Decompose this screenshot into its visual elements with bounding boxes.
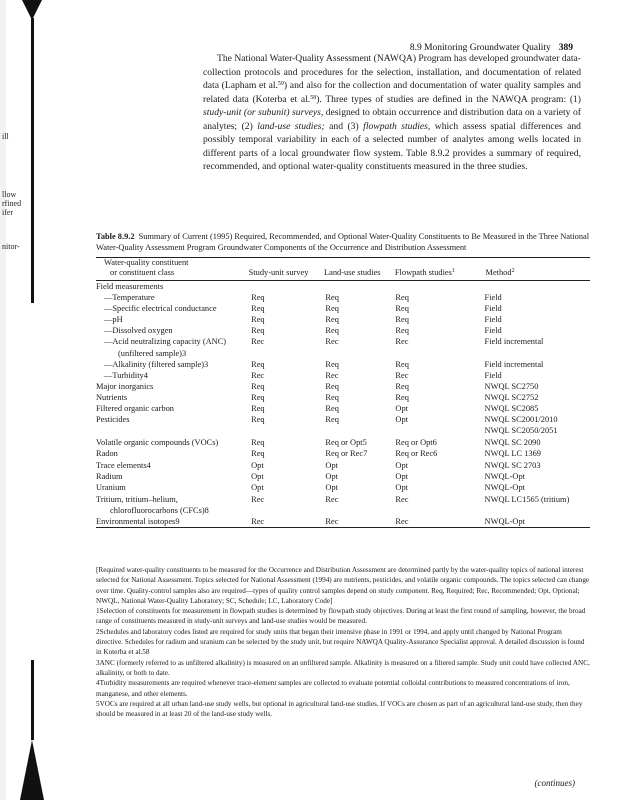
- table-row: [96, 460, 590, 471]
- cell-method: NWQL SC 2703: [484, 460, 541, 470]
- cell-land-use: Rec: [325, 516, 339, 526]
- cell-land-use: Opt: [325, 471, 338, 481]
- cell-land-use: Opt: [325, 482, 338, 492]
- margin-fragment: ill: [2, 132, 9, 141]
- cell-constituent: Trace elements4: [96, 460, 151, 470]
- footnote-1: 1Selection of constituents for measurement in flowpath studies is determined by flowpath study objectives. During at least the first round of sampling, however, the broad range of constituents measured in study-unit surveys and land-use studies would be measured.: [96, 607, 586, 626]
- table-row: [96, 292, 590, 303]
- continues-note: (continues): [534, 778, 575, 788]
- cell-constituent: Environmental isotopes9: [96, 516, 180, 526]
- cell-land-use: Req: [325, 404, 339, 414]
- header-land-use: Land-use studies: [324, 268, 381, 277]
- cell-study-unit: Req: [251, 315, 265, 325]
- table-row: [96, 448, 590, 459]
- binding-line-bottom: [31, 660, 34, 740]
- cell-flowpath: Opt: [395, 404, 408, 414]
- cell-method: NWQL-Opt: [484, 471, 525, 481]
- binding-line-top: [31, 18, 34, 303]
- cell-study-unit: Req: [251, 449, 265, 459]
- margin-fragment: rfined: [2, 199, 22, 208]
- cell-constituent: Uranium: [96, 482, 126, 492]
- cell-method: Field: [484, 326, 502, 336]
- cell-constituent: Pesticides: [96, 415, 130, 425]
- cell-study-unit: Req: [251, 293, 265, 303]
- footnote-3: 3ANC (formerly referred to as unfiltered alkalinity) is measured on an unfiltered sample. Alkalinity is measured on a filtered sample. Study unit could have collected ANC, alkalinity, or both to date.: [96, 658, 590, 677]
- margin-fragment: ifer: [2, 208, 14, 217]
- table-header-row: [96, 258, 590, 280]
- header-flowpath: Flowpath studies$^1$: [394, 268, 455, 277]
- cell-study-unit: Opt: [251, 482, 264, 492]
- cell-constituent: Radon: [96, 449, 118, 459]
- cell-land-use: Req: [325, 326, 339, 336]
- cell-study-unit: Req: [251, 415, 265, 425]
- cell-constituent: Nutrients: [96, 392, 128, 402]
- cell-flowpath: Req: [395, 304, 409, 314]
- cell-flowpath: [395, 281, 464, 292]
- table-row: [96, 314, 590, 325]
- binding-mark-top: [22, 0, 42, 20]
- cell-method: NWQL SC2752: [484, 392, 539, 402]
- cell-constituent: —Dissolved oxygen: [104, 326, 173, 336]
- table-row: [96, 370, 590, 381]
- cell-land-use: Opt: [325, 460, 338, 470]
- cell-study-unit: Rec: [251, 337, 265, 347]
- table-row: [96, 281, 590, 292]
- footnote-4: 4Turbidity measurements are required whenever trace-element samples are collected to evaluate potential colloidal contributions to measured concentrations of iron, manganese, and other elements.: [96, 679, 570, 698]
- page-number: 389: [558, 43, 573, 53]
- cell-constituent: —Temperature: [104, 293, 155, 303]
- cell-study-unit: Req: [251, 404, 265, 414]
- cell-method: NWQL SC2001/2010 NWQL SC2050/2051: [484, 415, 558, 436]
- table-row: [96, 516, 590, 527]
- cell-land-use: Req: [325, 293, 339, 303]
- table-row: [96, 436, 590, 448]
- cell-land-use: Req: [325, 359, 339, 369]
- cell-land-use: Req: [325, 315, 339, 325]
- table-label: Table 8.9.2: [96, 232, 135, 241]
- cell-flowpath: Req: [395, 381, 409, 391]
- cell-constituent: Major inorganics: [96, 381, 154, 391]
- table-notes: [96, 565, 590, 719]
- cell-flowpath: Req or Rec6: [395, 449, 438, 459]
- cell-flowpath: Req: [395, 315, 409, 325]
- cell-flowpath: Opt: [395, 482, 408, 492]
- table-row: [96, 392, 590, 403]
- cell-method: Field incremental: [484, 337, 544, 347]
- table-row: [96, 381, 590, 392]
- cell-study-unit: Rec: [251, 370, 265, 380]
- cell-land-use: [325, 281, 395, 292]
- cell-constituent: —Specific electrical conductance: [104, 304, 217, 314]
- table-caption: [96, 231, 590, 253]
- cell-land-use: Rec: [325, 337, 339, 347]
- table-row: [96, 336, 590, 358]
- cell-flowpath: Rec: [395, 337, 409, 347]
- header-constituent: Water-quality constituent or constituent class: [104, 258, 189, 277]
- table-row: [96, 325, 590, 336]
- cell-constituent: Field measurements: [96, 282, 164, 291]
- footnote-2: 2Schedules and laboratory codes listed are required for study units that began their intensive phase in 1991 or 1994, and apply until changed by National Program directive. Schedules for radium and uranium can be selected by the study unit, but require NAWQA Quality-Assurance Specialist approval. A detailed discussion is found in Koterba et al.58: [96, 627, 585, 657]
- cell-flowpath: Req: [395, 359, 409, 369]
- table-row: [96, 359, 590, 370]
- section-title: 8.9 Monitoring Groundwater Quality: [409, 43, 551, 53]
- cell-method: Field incremental: [484, 359, 544, 369]
- cell-method: NWQL-Opt: [484, 516, 525, 526]
- cell-land-use: Req: [325, 392, 339, 402]
- cell-study-unit: Opt: [251, 471, 264, 481]
- cell-constituent: —pH: [104, 315, 123, 325]
- header-method: Method$^2$: [485, 268, 515, 277]
- cell-constituent: —Turbidity4: [104, 370, 148, 380]
- cell-flowpath: Opt: [395, 460, 408, 470]
- cell-method: NWQL-Opt: [484, 482, 525, 492]
- table-container: [96, 257, 590, 528]
- constituents-table-body: [96, 281, 590, 527]
- table-row: [96, 303, 590, 314]
- cell-study-unit: Req: [251, 438, 265, 448]
- table-row: [96, 414, 590, 436]
- cell-study-unit: Opt: [251, 460, 264, 470]
- table-row: [96, 471, 590, 482]
- cell-method: [465, 281, 590, 292]
- cell-constituent: —Acid neutralizing capacity (ANC) (unfiltered sample)3: [104, 337, 227, 358]
- cell-study-unit: Req: [251, 392, 265, 402]
- cell-method: Field: [484, 304, 502, 314]
- margin-fragment: llow: [2, 190, 17, 199]
- cell-flowpath: Req: [395, 392, 409, 402]
- note-general: [Required water-quality constituents to be measured for the Occurrence and Distribution Assessment are determined partly by the water-quality topics of national interest selected for National Assessment. Topics selected for National Assessment (1994) are nutrients, pesticides, and volatile organic compounds. The topics selected can change over time. Quality-control samples also are required—types of quality control samples depend on study component. Req, Required; Rec, Recommended; Opt, Optional; NWQL, National Water-Quality Laboratory; SC, Schedule; LC, Laboratory Code]: [96, 566, 590, 605]
- cell-land-use: Rec: [325, 370, 339, 380]
- cell-study-unit: Rec: [251, 516, 265, 526]
- cell-flowpath: Rec: [395, 370, 409, 380]
- cell-method: NWQL LC 1369: [484, 449, 541, 459]
- cell-flowpath: Opt: [395, 471, 408, 481]
- cell-method: NWQL LC1565 (tritium): [484, 494, 570, 504]
- cell-study-unit: Req: [251, 381, 265, 391]
- cell-method: NWQL SC2750: [484, 381, 539, 391]
- cell-constituent: Radium: [96, 471, 123, 481]
- constituents-table: [96, 258, 590, 280]
- cell-flowpath: Req or Opt6: [395, 438, 437, 448]
- cell-method: Field: [484, 315, 502, 325]
- cell-land-use: Req: [325, 381, 339, 391]
- cell-study-unit: Req: [251, 304, 265, 314]
- cell-flowpath: Req: [395, 326, 409, 336]
- body-paragraph: The National Water-Quality Assessment (NAWQA) Program has developed groundwater data-collection protocols and procedures for the selection, installation, and documentation of related data (Lapham et al.$^{59}$) and also for the collection and documentation of water quality samples and related data (Koterba et al.$^{58}$). Three types of studies are defined in the NAWQA program: (1) study-unit (or subunit) surveys, designed to obtain occurrence and distribution data on a variety of analytes; (2) land-use studies; and (3) flowpath studies, which assess spatial differences and possibly temporal variability in each of a selected number of analytes among wells located in different parts of a local groundwater flow system. Table 8.9.2 provides a summary of required, recommended, and optional water-quality constituents measured in the three studies.: [203, 53, 582, 172]
- header-study-unit: Study-unit survey: [248, 268, 309, 277]
- cell-method: Field: [484, 370, 502, 380]
- cell-study-unit: Req: [251, 326, 265, 336]
- cell-land-use: Rec: [325, 494, 339, 504]
- cell-flowpath: Req: [395, 293, 409, 303]
- cell-study-unit: [251, 281, 325, 292]
- table-row: [96, 482, 590, 493]
- cell-constituent: Filtered organic carbon: [96, 404, 174, 414]
- cell-land-use: Req or Opt5: [325, 438, 367, 448]
- cell-method: NWQL SC2085: [484, 404, 539, 414]
- cell-land-use: Req: [325, 415, 339, 425]
- cell-constituent: Volatile organic compounds (VOCs): [96, 438, 219, 448]
- caption-text: Summary of Current (1995) Required, Recommended, and Optional Water-Quality Constituents to Be Measured in the Three National Water-Quality Assessment Program Groundwater Components of the Occurrence and Distribution Assessment: [96, 232, 590, 252]
- binding-mark-bottom: [20, 740, 44, 800]
- cell-study-unit: Rec: [251, 494, 265, 504]
- cell-flowpath: Rec: [395, 516, 409, 526]
- cell-flowpath: Opt: [395, 415, 408, 425]
- cell-method: NWQL SC 2090: [484, 438, 541, 448]
- cell-land-use: Req or Rec7: [325, 449, 368, 459]
- cell-constituent: —Alkalinity (filtered sample)3: [104, 359, 209, 369]
- cell-study-unit: Req: [251, 359, 265, 369]
- table-row: [96, 493, 590, 516]
- cell-land-use: Req: [325, 304, 339, 314]
- table-bottom-rule: [96, 527, 590, 528]
- binding-shadow: [0, 0, 6, 800]
- cell-flowpath: Rec: [395, 494, 409, 504]
- table-row: [96, 403, 590, 414]
- margin-fragment: nitor-: [2, 242, 20, 251]
- cell-constituent: Tritium, tritium–helium, chlorofluorocarbons (CFCs)8: [96, 494, 209, 515]
- footnote-5: 5VOCs are required at all urban land-use study wells, but optional in agricultural land-use studies. If VOCs are chosen as part of an agricultural land-use study, then they should be measured in at least 20 of the land-use study wells.: [96, 699, 583, 719]
- cell-method: Field: [484, 293, 502, 303]
